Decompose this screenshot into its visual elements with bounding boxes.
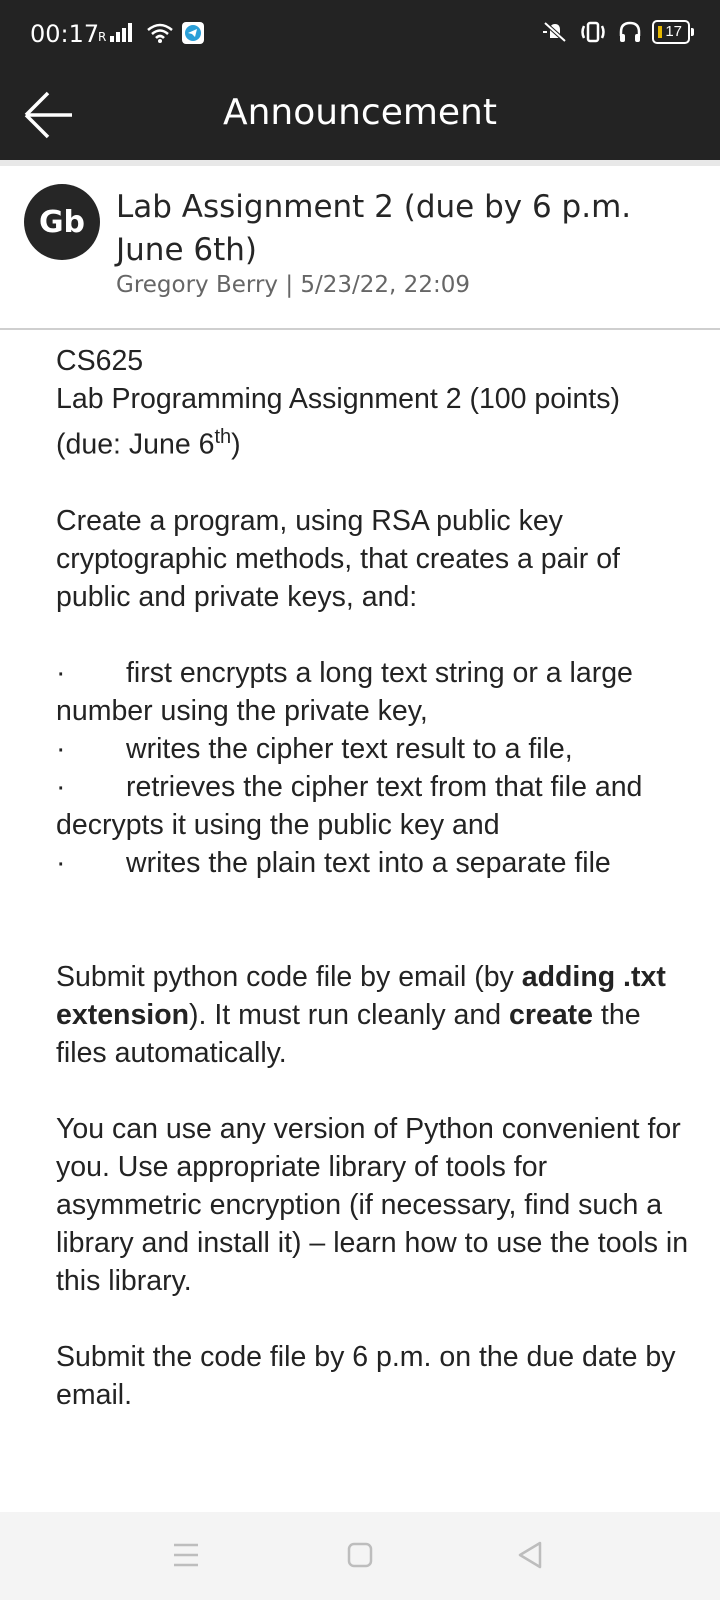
vibrate-icon (578, 20, 608, 44)
list-item (56, 730, 696, 768)
announcement-body (56, 342, 696, 1414)
python-note: You can use any version of Python convenient for you. Use appropriate library of tools for asymmetric encryption (if necessary, find such a library and install it) – learn how to use the tools in this library. (56, 1112, 689, 1297)
announcement-title: Lab Assignment 2 (due by 6 p.m. June 6th) (116, 189, 632, 268)
submit-text-3: the files automatically. (56, 998, 641, 1069)
bullet-dot: · (56, 732, 66, 765)
home-icon[interactable] (346, 1540, 374, 1570)
due-line (56, 418, 696, 464)
list-item-text: writes the cipher text result to a file, (126, 732, 573, 765)
list-item (56, 768, 696, 844)
due-prefix: (due: June 6 (56, 428, 215, 461)
deadline-note: Submit the code file by 6 p.m. on the due date by email. (56, 1340, 676, 1411)
system-nav-bar (0, 1512, 720, 1600)
wifi-icon (146, 22, 174, 44)
submit-bold-2: create (509, 998, 594, 1031)
battery-icon (652, 20, 690, 44)
battery-fill (658, 26, 662, 38)
submit-text-1: Submit python code file by email (by (56, 960, 522, 993)
status-left-icons (98, 22, 204, 44)
submit-text-2: ). It must run cleanly and (189, 998, 510, 1031)
signal-icon (98, 22, 138, 44)
bullet-dot: · (56, 770, 66, 803)
course-code: CS625 (56, 345, 144, 377)
submit-bold-1: adding .txt extension (56, 960, 666, 1031)
announcement-meta: Gregory Berry | 5/23/22, 22:09 (116, 272, 470, 298)
intro-paragraph: Create a program, using RSA public key cryptographic methods, that creates a pair of public and private keys, and: (56, 504, 620, 613)
menu-icon[interactable] (172, 1540, 200, 1570)
svg-text:R: R (98, 30, 107, 44)
list-item-text: first encrypts a long text string or a large number using the private key, (56, 656, 633, 727)
headphones-icon (618, 20, 642, 44)
status-right-icons (542, 20, 690, 44)
status-bar (0, 0, 720, 70)
mute-icon (542, 20, 568, 44)
header-divider (0, 328, 720, 330)
status-time: 00:17 (30, 20, 100, 48)
list-item (56, 844, 696, 882)
assignment-heading: Lab Programming Assignment 2 (100 points) (56, 383, 620, 415)
avatar[interactable]: Gb (24, 184, 100, 260)
due-suffix: ) (231, 428, 241, 461)
app-bar-shadow (0, 160, 720, 166)
telegram-icon (182, 22, 204, 44)
battery-level: 17 (665, 23, 682, 40)
app-bar (0, 70, 720, 160)
list-item (56, 654, 696, 730)
bullet-dot: · (56, 656, 66, 689)
list-item-text: writes the plain text into a separate file (126, 846, 611, 879)
due-sup: th (214, 426, 232, 448)
back-nav-icon[interactable] (516, 1540, 544, 1570)
bullet-dot: · (56, 846, 66, 879)
page-title: Announcement (222, 92, 497, 133)
list-item-text: retrieves the cipher text from that file and decrypts it using the public key and (56, 770, 643, 841)
submit-paragraph (56, 958, 696, 1072)
